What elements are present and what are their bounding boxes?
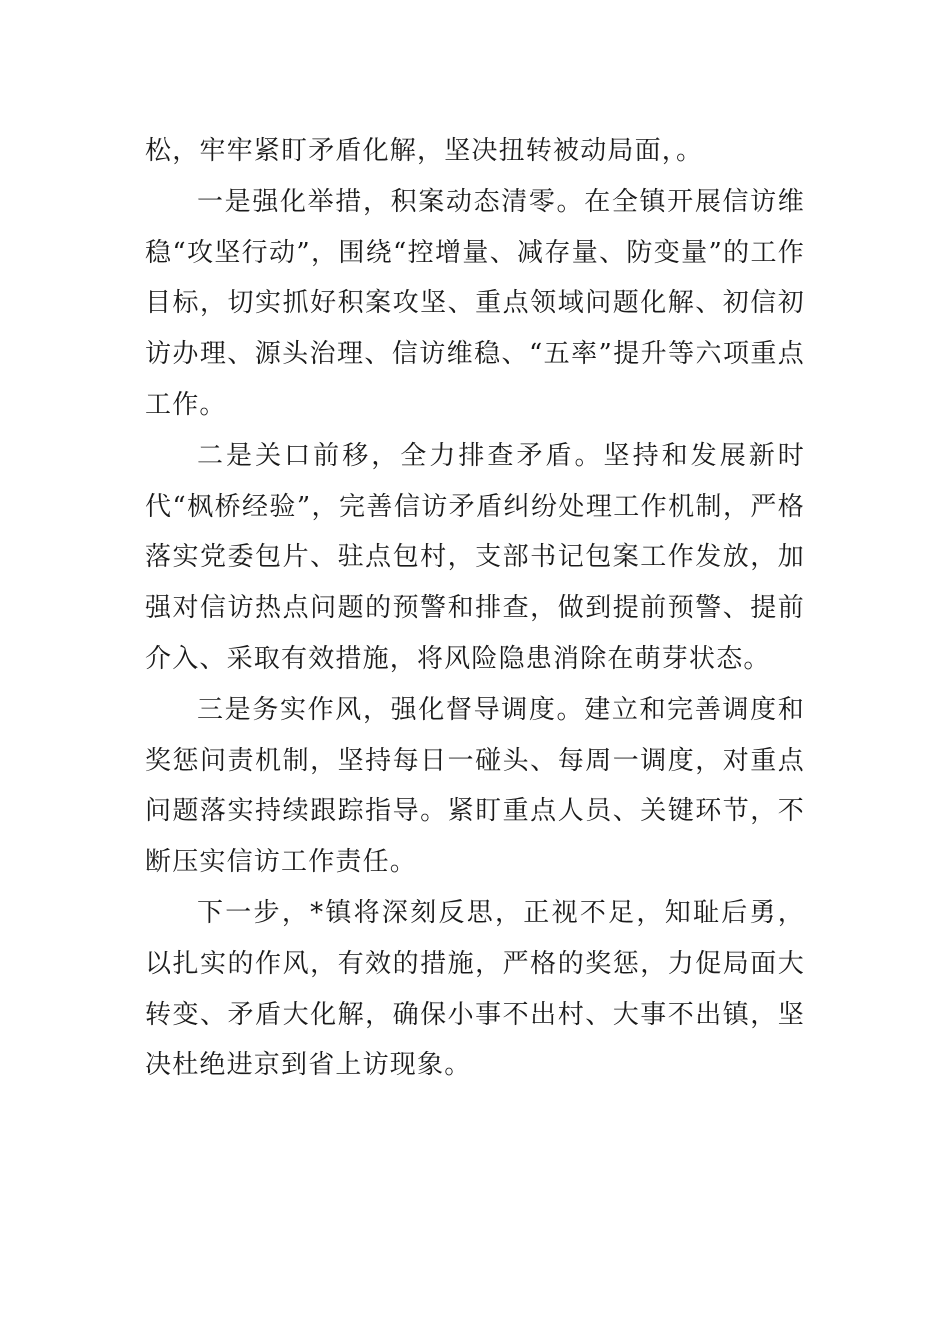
paragraph-next-step: 下一步，*镇将深刻反思，正视不足，知耻后勇，以扎实的作风，有效的措施，严格的奖惩，力促局面大转变、矛盾大化解，确保小事不出村、大事不出镇，坚决杜绝进京到省上访现象。 bbox=[145, 897, 805, 1081]
paragraph-measure-three: 三是务实作风，强化督导调度。建立和完善调度和奖惩问责机制，坚持每日一碰头、每周一调度，对重点问题落实持续跟踪指导。紧盯重点人员、关键环节，不断压实信访工作责任。 bbox=[145, 694, 805, 878]
paragraph-measure-one: 一是强化举措，积案动态清零。在全镇开展信访维稳“攻坚行动”，围绕“控增量、减存量、防变量”的工作目标，切实抓好积案攻坚、重点领域问题化解、初信初访办理、源头治理、信访维稳、“五率”提升等六项重点工作。 bbox=[145, 186, 805, 420]
document-body bbox=[145, 126, 805, 1091]
paragraph-measure-two: 二是关口前移，全力排查矛盾。坚持和发展新时代“枫桥经验”，完善信访矛盾纠纷处理工作机制，严格落实党委包片、驻点包村，支部书记包案工作发放，加强对信访热点问题的预警和排查，做到提前预警、提前介入、采取有效措施，将风险隐患消除在萌芽状态。 bbox=[145, 440, 805, 674]
paragraph-continuation: 松，牢牢紧盯矛盾化解，坚决扭转被动局面，。 bbox=[145, 136, 704, 166]
